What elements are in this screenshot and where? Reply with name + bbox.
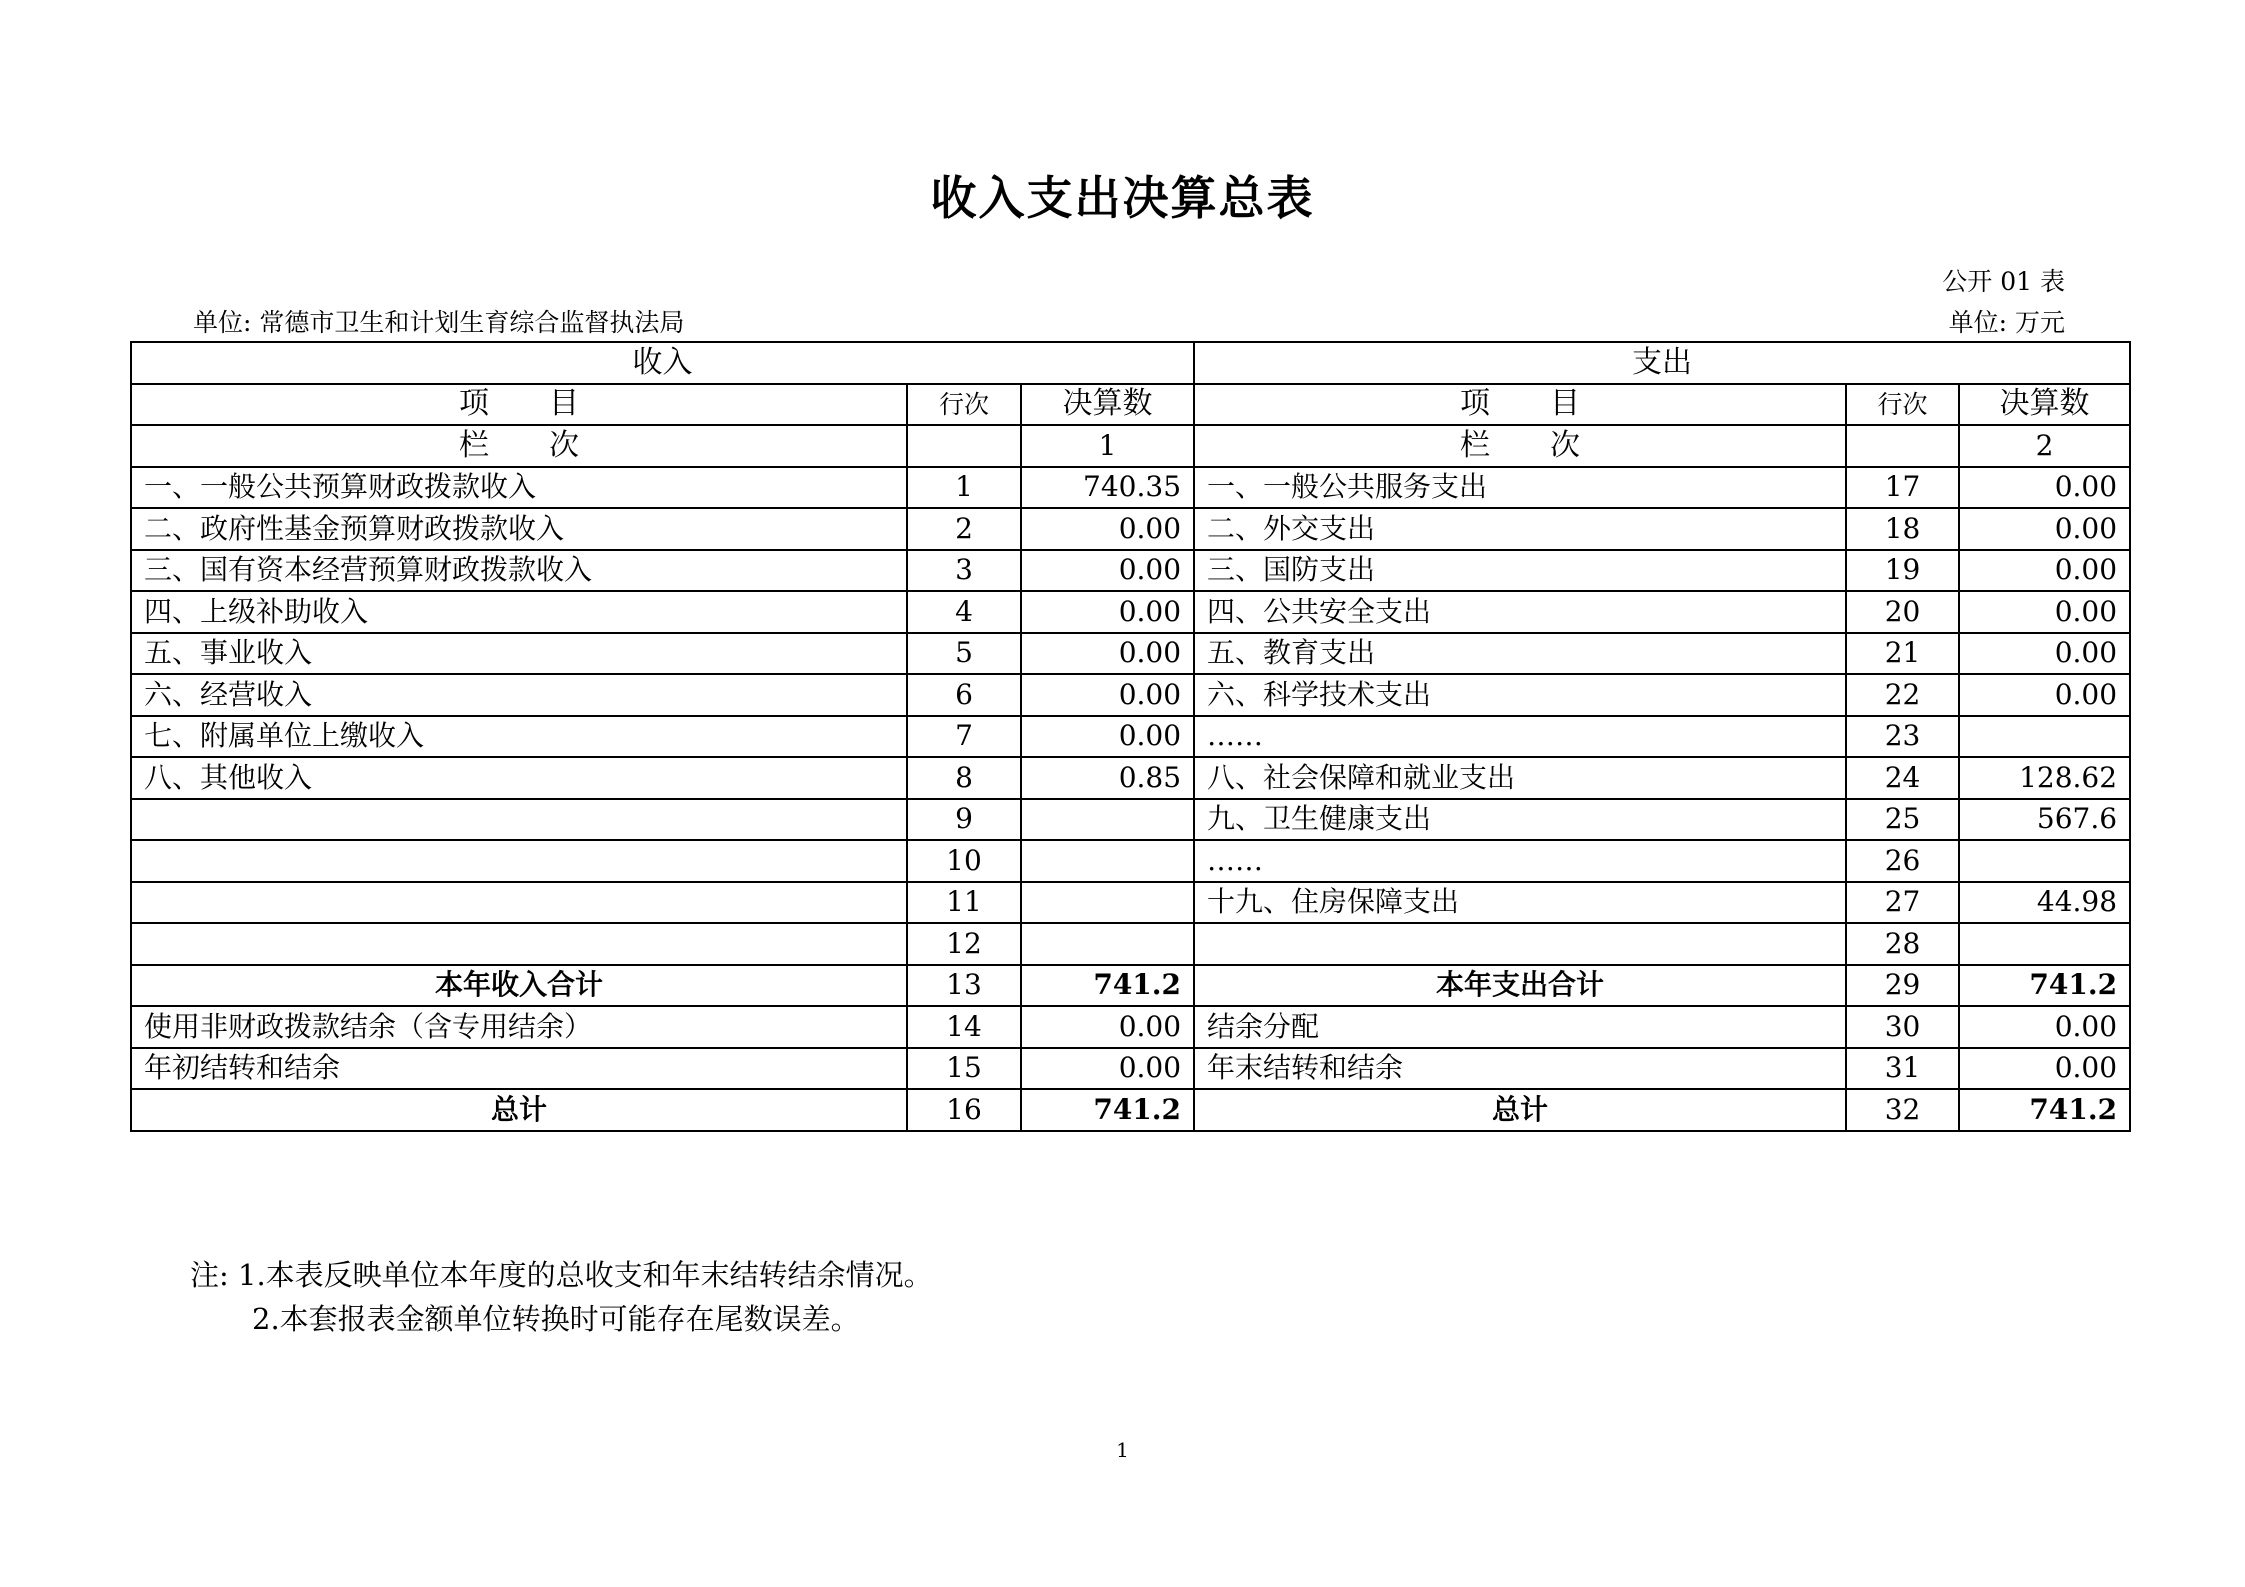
income-row-no: 5 [907,633,1021,675]
table-row [131,840,2130,882]
notes [190,1253,933,1341]
expense-row-no: 24 [1846,757,1959,799]
table-row [131,882,2130,924]
income-item-header: 项 目 [131,384,907,426]
income-row-no: 11 [907,882,1021,924]
income-item [131,799,907,841]
expense-item: 十九、住房保障支出 [1194,882,1846,924]
income-row-no: 13 [907,965,1021,1007]
table-row [131,923,2130,965]
income-item: 本年收入合计 [131,965,907,1007]
income-row-no: 1 [907,467,1021,509]
expense-row-no: 29 [1846,965,1959,1007]
income-amount: 0.00 [1021,674,1194,716]
expense-amount [1959,840,2130,882]
expense-amount: 0.00 [1959,1048,2130,1090]
income-amount: 0.85 [1021,757,1194,799]
income-amount: 0.00 [1021,1048,1194,1090]
table-row [131,674,2130,716]
table-row [131,508,2130,550]
income-amount: 0.00 [1021,1006,1194,1048]
expense-item-header: 项 目 [1194,384,1846,426]
income-row-no: 3 [907,550,1021,592]
expense-amount: 567.6 [1959,799,2130,841]
income-header: 收入 [131,342,1194,384]
expense-row-no: 23 [1846,716,1959,758]
expense-item [1194,923,1846,965]
income-item: 三、国有资本经营预算财政拨款收入 [131,550,907,592]
expense-amount: 0.00 [1959,591,2130,633]
income-item: 总计 [131,1089,907,1131]
expense-row-no: 25 [1846,799,1959,841]
table-row [131,550,2130,592]
expense-amount-header: 决算数 [1959,384,2130,426]
income-lanci-label: 栏 次 [131,425,907,467]
expense-row-no: 17 [1846,467,1959,509]
expense-row-no: 19 [1846,550,1959,592]
expense-row-no: 18 [1846,508,1959,550]
income-row-no: 9 [907,799,1021,841]
income-amount [1021,923,1194,965]
income-amount [1021,799,1194,841]
income-item: 一、一般公共预算财政拨款收入 [131,467,907,509]
income-amount: 741.2 [1021,965,1194,1007]
page-number: 1 [1116,1438,1129,1462]
page-title: 收入支出决算总表 [930,171,1315,225]
expense-row-no: 27 [1846,882,1959,924]
non-fiscal-balance-row [131,1006,2130,1048]
expense-row-no: 31 [1846,1048,1959,1090]
expense-amount: 741.2 [1959,1089,2130,1131]
expense-lanci-label: 栏 次 [1194,425,1846,467]
expense-row-no: 22 [1846,674,1959,716]
income-row-no: 2 [907,508,1021,550]
expense-amount [1959,923,2130,965]
expense-row-no: 32 [1846,1089,1959,1131]
expense-col-number: 2 [1959,425,2130,467]
form-number: 公开 01 表 [1942,267,2065,296]
income-amount: 0.00 [1021,508,1194,550]
income-item: 六、经营收入 [131,674,907,716]
income-amount: 741.2 [1021,1089,1194,1131]
grand-total-row [131,1089,2130,1131]
expense-item: 五、教育支出 [1194,633,1846,675]
income-item: 年初结转和结余 [131,1048,907,1090]
expense-item: 年末结转和结余 [1194,1048,1846,1090]
income-item: 八、其他收入 [131,757,907,799]
budget-summary-table [130,341,2131,1132]
expense-amount: 0.00 [1959,467,2130,509]
income-item: 七、附属单位上缴收入 [131,716,907,758]
expense-amount: 741.2 [1959,965,2130,1007]
income-amount [1021,840,1194,882]
income-amount: 0.00 [1021,550,1194,592]
expense-item: 三、国防支出 [1194,550,1846,592]
column-header-row [131,384,2130,426]
note-line-2: 2.本套报表金额单位转换时可能存在尾数误差。 [252,1302,860,1336]
income-row-no: 7 [907,716,1021,758]
income-row-no: 16 [907,1089,1021,1131]
expense-amount: 0.00 [1959,674,2130,716]
expense-amount: 0.00 [1959,1006,2130,1048]
expense-amount: 0.00 [1959,633,2130,675]
income-col-number: 1 [1021,425,1194,467]
table-row [131,633,2130,675]
year-total-row [131,965,2130,1007]
income-row-no: 14 [907,1006,1021,1048]
income-row-no: 12 [907,923,1021,965]
table-row [131,716,2130,758]
section-header-row [131,342,2130,384]
income-lanci-empty [907,425,1021,467]
expense-row-no: 21 [1846,633,1959,675]
expense-lanci-empty [1846,425,1959,467]
income-item: 五、事业收入 [131,633,907,675]
note-line-1: 注: 1.本表反映单位本年度的总收支和年末结转结余情况。 [190,1258,933,1292]
expense-amount: 0.00 [1959,550,2130,592]
expense-item: 二、外交支出 [1194,508,1846,550]
table-row [131,799,2130,841]
expense-row-no: 28 [1846,923,1959,965]
column-number-row [131,425,2130,467]
expense-row-no: 26 [1846,840,1959,882]
table-row [131,757,2130,799]
expense-row-no: 20 [1846,591,1959,633]
expense-item: 本年支出合计 [1194,965,1846,1007]
income-item: 使用非财政拨款结余（含专用结余） [131,1006,907,1048]
money-unit: 单位: 万元 [1948,308,2065,337]
expense-row-no-header: 行次 [1846,384,1959,426]
income-row-no: 8 [907,757,1021,799]
expense-amount: 44.98 [1959,882,2130,924]
expense-item: 总计 [1194,1089,1846,1131]
expense-item: 四、公共安全支出 [1194,591,1846,633]
income-item: 四、上级补助收入 [131,591,907,633]
income-amount-header: 决算数 [1021,384,1194,426]
expense-item: …… [1194,840,1846,882]
expense-amount [1959,716,2130,758]
expense-amount: 0.00 [1959,508,2130,550]
expense-item: 一、一般公共服务支出 [1194,467,1846,509]
expense-item: 六、科学技术支出 [1194,674,1846,716]
income-row-no-header: 行次 [907,384,1021,426]
income-amount: 0.00 [1021,591,1194,633]
table-row [131,467,2130,509]
income-item [131,882,907,924]
income-item [131,840,907,882]
income-row-no: 6 [907,674,1021,716]
income-amount [1021,882,1194,924]
income-amount: 740.35 [1021,467,1194,509]
income-amount: 0.00 [1021,716,1194,758]
expense-item: …… [1194,716,1846,758]
carryover-row [131,1048,2130,1090]
income-row-no: 4 [907,591,1021,633]
reporting-unit: 单位: 常德市卫生和计划生育综合监督执法局 [193,308,685,337]
income-amount: 0.00 [1021,633,1194,675]
income-item [131,923,907,965]
expense-row-no: 30 [1846,1006,1959,1048]
expense-header: 支出 [1194,342,2130,384]
expense-item: 八、社会保障和就业支出 [1194,757,1846,799]
income-row-no: 15 [907,1048,1021,1090]
expense-item: 九、卫生健康支出 [1194,799,1846,841]
expense-amount: 128.62 [1959,757,2130,799]
table-row [131,591,2130,633]
expense-item: 结余分配 [1194,1006,1846,1048]
income-row-no: 10 [907,840,1021,882]
income-item: 二、政府性基金预算财政拨款收入 [131,508,907,550]
